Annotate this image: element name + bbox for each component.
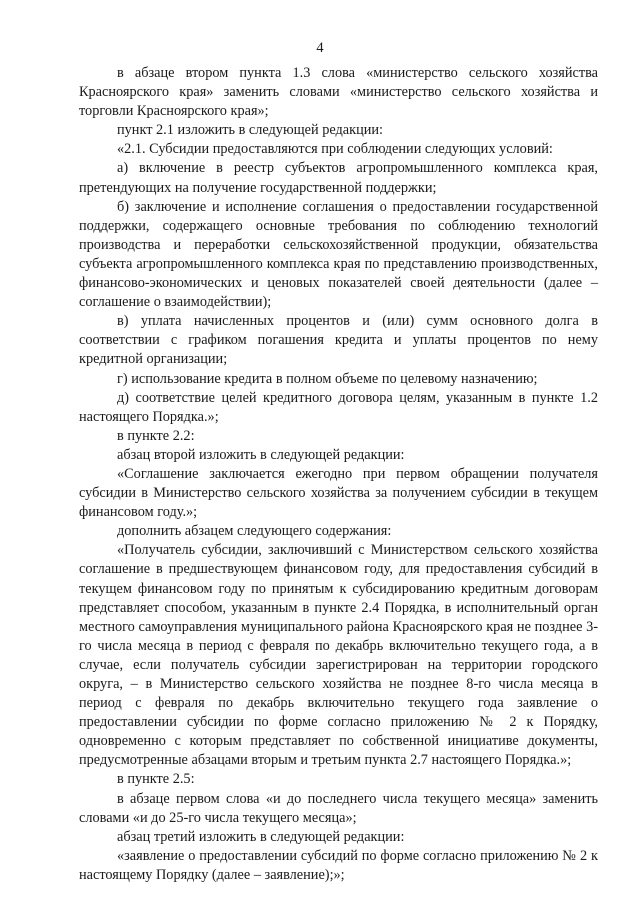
paragraph-12: дополнить абзацем следующего содержания: xyxy=(117,523,392,540)
paragraph-10: абзац второй изложить в следующей редакции: xyxy=(117,446,405,463)
paragraph-16: абзац третий изложить в следующей редакции: xyxy=(117,828,405,845)
paragraph-15: в абзаце первом слова «и до последнего числа текущего месяца» заменить словами «и до 25-го числа текущего месяца»; xyxy=(79,790,598,826)
paragraph-9: в пункте 2.2: xyxy=(117,427,195,444)
paragraph-1: в абзаце втором пункта 1.3 слова «министерство сельского хозяйства Красноярского края» заменить словами «министерство сельского хозяйства и торговли Красноярского края»; xyxy=(79,65,598,120)
paragraph-13: «Получатель субсидии, заключивший с Министерством сельского хозяйства соглашение в предшествующем финансовом году, для предоставления субсидий в текущем финансовом году по принятым к субсидированию кредитным договорам представляет способом, указанным в пункте 2.4 Порядка, в исполнительный орган местного самоуправления муниципального района Красноярского края не позднее 3-го числа месяца в период с февраля по декабрь включительно текущего года, а в случае, если получатель субсидии зарегистрирован на территории городского округа, – в Министерство сельского хозяйства не позднее 8-го числа месяца в период с февраля по декабрь включительно текущего года заявление о предоставлении субсидии по форме согласно приложению № 2 к Порядку, одновременно с которым представляет по собственной инициативе документы, предусмотренные абзацами вторым и третьим пункта 2.7 настоящего Порядка.»; xyxy=(79,542,598,769)
paragraph-6: в) уплата начисленных процентов и (или) сумм основного долга в соответствии с графиком погашения кредита и уплаты процентов по нему кредитной организации; xyxy=(79,313,598,368)
document-body xyxy=(79,64,598,885)
paragraph-3: «2.1. Субсидии предоставляются при соблюдении следующих условий: xyxy=(117,141,553,158)
paragraph-7: г) использование кредита в полном объеме по целевому назначению; xyxy=(117,370,538,387)
paragraph-4: а) включение в реестр субъектов агропромышленного комплекса края, претендующих на получение государственной поддержки; xyxy=(79,160,598,196)
paragraph-17: «заявление о предоставлении субсидий по форме согласно приложению № 2 к настоящему Порядку (далее – заявление);»; xyxy=(79,847,598,883)
paragraph-2: пункт 2.1 изложить в следующей редакции: xyxy=(117,122,384,139)
paragraph-14: в пункте 2.5: xyxy=(117,771,195,788)
page-number: 4 xyxy=(316,40,324,56)
paragraph-11: «Соглашение заключается ежегодно при первом обращении получателя субсидии в Министерство сельского хозяйства за получением субсидии в текущем финансовом году.»; xyxy=(79,465,598,521)
paragraph-5: б) заключение и исполнение соглашения о предоставлении государственной поддержки, содержащего основные требования по соблюдению технологий производства и переработки сельскохозяйственной продукции, обязательства субъекта агропромышленного комплекса края по представлению производственных, финансово-экономических и ценовых показателей своей деятельности (далее – соглашение о взаимодействии); xyxy=(79,198,598,311)
paragraph-8: д) соответствие целей кредитного договора целям, указанным в пункте 1.2 настоящего Порядка.»; xyxy=(79,389,598,425)
